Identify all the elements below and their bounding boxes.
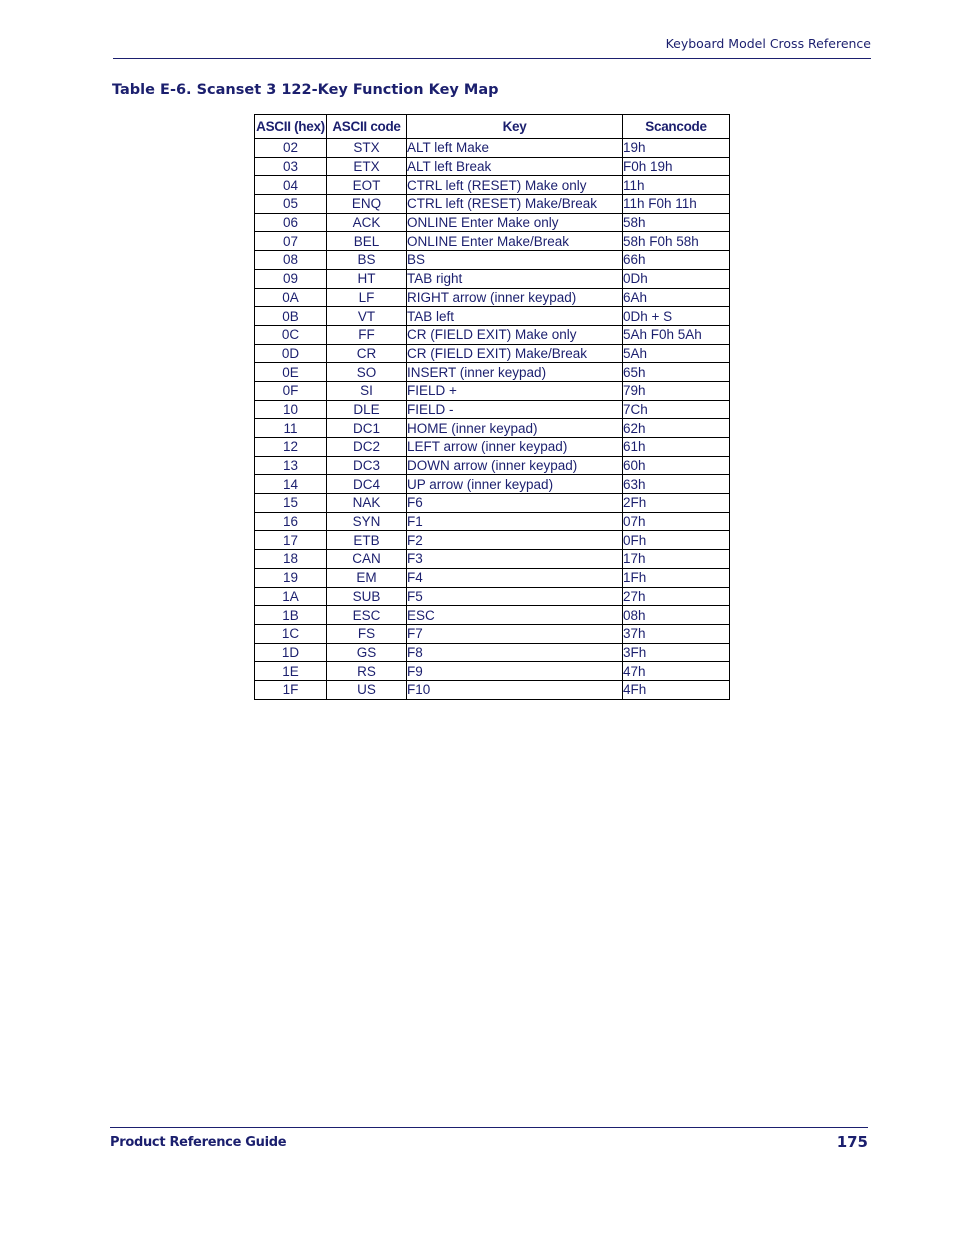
cell-scancode: 66h: [623, 251, 730, 270]
cell-key: HOME (inner keypad): [407, 419, 623, 438]
cell-ascii-hex: 16: [255, 512, 327, 531]
cell-scancode: 58h: [623, 213, 730, 232]
table-row: [255, 587, 730, 606]
table-row: [255, 568, 730, 587]
column-header-ascii-code: ASCII code: [327, 115, 407, 139]
header-divider: [113, 58, 871, 59]
page-number: 175: [836, 1133, 868, 1151]
cell-ascii-code: LF: [327, 288, 407, 307]
cell-scancode: 7Ch: [623, 400, 730, 419]
cell-key: RIGHT arrow (inner keypad): [407, 288, 623, 307]
table-row: [255, 438, 730, 457]
cell-key: CR (FIELD EXIT) Make only: [407, 325, 623, 344]
cell-ascii-code: NAK: [327, 494, 407, 513]
cell-key: F4: [407, 568, 623, 587]
cell-ascii-code: DC3: [327, 456, 407, 475]
cell-scancode: 19h: [623, 139, 730, 158]
cell-scancode: 3Fh: [623, 643, 730, 662]
cell-ascii-hex: 04: [255, 176, 327, 195]
cell-key: F8: [407, 643, 623, 662]
cell-scancode: 65h: [623, 363, 730, 382]
cell-ascii-hex: 1E: [255, 662, 327, 681]
cell-ascii-hex: 07: [255, 232, 327, 251]
table-row: [255, 475, 730, 494]
cell-scancode: 0Dh + S: [623, 307, 730, 326]
cell-ascii-code: US: [327, 680, 407, 699]
cell-key: CTRL left (RESET) Make only: [407, 176, 623, 195]
cell-scancode: 5Ah F0h 5Ah: [623, 325, 730, 344]
cell-ascii-code: SI: [327, 381, 407, 400]
table-row: [255, 251, 730, 270]
cell-scancode: 58h F0h 58h: [623, 232, 730, 251]
table-row: [255, 531, 730, 550]
cell-scancode: 60h: [623, 456, 730, 475]
table-row: [255, 512, 730, 531]
cell-key: F2: [407, 531, 623, 550]
cell-ascii-code: GS: [327, 643, 407, 662]
cell-ascii-code: BS: [327, 251, 407, 270]
cell-scancode: 11h F0h 11h: [623, 195, 730, 214]
table-row: [255, 419, 730, 438]
cell-key: LEFT arrow (inner keypad): [407, 438, 623, 457]
table-row: [255, 494, 730, 513]
table-row: [255, 195, 730, 214]
cell-scancode: 5Ah: [623, 344, 730, 363]
cell-key: CTRL left (RESET) Make/Break: [407, 195, 623, 214]
table-row: [255, 456, 730, 475]
table-row: [255, 307, 730, 326]
table-row: [255, 662, 730, 681]
cell-scancode: 0Fh: [623, 531, 730, 550]
table-row: [255, 232, 730, 251]
cell-scancode: 1Fh: [623, 568, 730, 587]
cell-ascii-hex: 12: [255, 438, 327, 457]
column-header-key: Key: [407, 115, 623, 139]
function-key-map-table: [254, 114, 730, 700]
cell-ascii-code: ACK: [327, 213, 407, 232]
cell-ascii-hex: 09: [255, 269, 327, 288]
cell-ascii-hex: 02: [255, 139, 327, 158]
cell-scancode: 08h: [623, 606, 730, 625]
cell-key: INSERT (inner keypad): [407, 363, 623, 382]
cell-key: FIELD +: [407, 381, 623, 400]
cell-ascii-hex: 11: [255, 419, 327, 438]
cell-scancode: 27h: [623, 587, 730, 606]
cell-scancode: 61h: [623, 438, 730, 457]
cell-ascii-code: DC4: [327, 475, 407, 494]
cell-key: F7: [407, 624, 623, 643]
cell-ascii-code: CAN: [327, 550, 407, 569]
cell-ascii-code: DLE: [327, 400, 407, 419]
cell-ascii-hex: 1D: [255, 643, 327, 662]
table-row: [255, 643, 730, 662]
table-row: [255, 680, 730, 699]
cell-ascii-hex: 0A: [255, 288, 327, 307]
cell-key: F6: [407, 494, 623, 513]
footer-divider: [110, 1127, 868, 1128]
cell-ascii-hex: 13: [255, 456, 327, 475]
cell-ascii-hex: 03: [255, 157, 327, 176]
table-row: [255, 176, 730, 195]
cell-ascii-hex: 18: [255, 550, 327, 569]
running-header-title: Keyboard Model Cross Reference: [665, 36, 871, 51]
table-row: [255, 288, 730, 307]
cell-ascii-code: VT: [327, 307, 407, 326]
cell-ascii-code: SO: [327, 363, 407, 382]
cell-scancode: 79h: [623, 381, 730, 400]
cell-key: ALT left Break: [407, 157, 623, 176]
cell-ascii-code: RS: [327, 662, 407, 681]
cell-ascii-hex: 17: [255, 531, 327, 550]
cell-key: ONLINE Enter Make only: [407, 213, 623, 232]
table-row: [255, 269, 730, 288]
cell-ascii-hex: 1F: [255, 680, 327, 699]
table-row: [255, 139, 730, 158]
cell-key: F10: [407, 680, 623, 699]
cell-key: CR (FIELD EXIT) Make/Break: [407, 344, 623, 363]
cell-scancode: 37h: [623, 624, 730, 643]
cell-ascii-hex: 1B: [255, 606, 327, 625]
cell-key: F1: [407, 512, 623, 531]
cell-scancode: 2Fh: [623, 494, 730, 513]
table-row: [255, 213, 730, 232]
cell-ascii-hex: 1C: [255, 624, 327, 643]
cell-ascii-code: HT: [327, 269, 407, 288]
cell-ascii-hex: 08: [255, 251, 327, 270]
cell-ascii-code: ENQ: [327, 195, 407, 214]
cell-scancode: 47h: [623, 662, 730, 681]
cell-ascii-code: FS: [327, 624, 407, 643]
cell-key: FIELD -: [407, 400, 623, 419]
cell-ascii-code: EM: [327, 568, 407, 587]
cell-scancode: 0Dh: [623, 269, 730, 288]
cell-key: BS: [407, 251, 623, 270]
table-row: [255, 400, 730, 419]
cell-scancode: 63h: [623, 475, 730, 494]
cell-ascii-code: EOT: [327, 176, 407, 195]
table-row: [255, 344, 730, 363]
cell-key: F3: [407, 550, 623, 569]
cell-ascii-code: SYN: [327, 512, 407, 531]
table-row: [255, 606, 730, 625]
cell-ascii-hex: 06: [255, 213, 327, 232]
footer-guide-title: Product Reference Guide: [110, 1135, 287, 1150]
cell-ascii-code: ETB: [327, 531, 407, 550]
cell-ascii-hex: 0C: [255, 325, 327, 344]
cell-scancode: F0h 19h: [623, 157, 730, 176]
cell-scancode: 17h: [623, 550, 730, 569]
cell-key: TAB right: [407, 269, 623, 288]
cell-scancode: 4Fh: [623, 680, 730, 699]
cell-ascii-code: ESC: [327, 606, 407, 625]
table-row: [255, 363, 730, 382]
cell-ascii-hex: 0D: [255, 344, 327, 363]
cell-ascii-code: CR: [327, 344, 407, 363]
cell-ascii-hex: 15: [255, 494, 327, 513]
table-header-row: [255, 115, 730, 139]
cell-scancode: 11h: [623, 176, 730, 195]
cell-ascii-code: DC1: [327, 419, 407, 438]
cell-ascii-code: SUB: [327, 587, 407, 606]
column-header-scancode: Scancode: [623, 115, 730, 139]
cell-ascii-hex: 0E: [255, 363, 327, 382]
cell-key: ALT left Make: [407, 139, 623, 158]
column-header-ascii-hex: ASCII (hex): [255, 115, 327, 139]
cell-scancode: 6Ah: [623, 288, 730, 307]
cell-key: ESC: [407, 606, 623, 625]
cell-key: F9: [407, 662, 623, 681]
cell-ascii-hex: 19: [255, 568, 327, 587]
cell-key: ONLINE Enter Make/Break: [407, 232, 623, 251]
cell-ascii-hex: 14: [255, 475, 327, 494]
cell-ascii-hex: 05: [255, 195, 327, 214]
table-caption: Table E-6. Scanset 3 122-Key Function Key Map: [112, 82, 499, 98]
cell-ascii-hex: 1A: [255, 587, 327, 606]
cell-key: DOWN arrow (inner keypad): [407, 456, 623, 475]
cell-ascii-hex: 10: [255, 400, 327, 419]
cell-key: UP arrow (inner keypad): [407, 475, 623, 494]
cell-ascii-code: FF: [327, 325, 407, 344]
table-row: [255, 624, 730, 643]
cell-scancode: 62h: [623, 419, 730, 438]
cell-scancode: 07h: [623, 512, 730, 531]
cell-ascii-code: ETX: [327, 157, 407, 176]
table-body: [255, 139, 730, 700]
table-row: [255, 550, 730, 569]
cell-ascii-code: BEL: [327, 232, 407, 251]
cell-ascii-hex: 0F: [255, 381, 327, 400]
cell-ascii-code: STX: [327, 139, 407, 158]
cell-key: TAB left: [407, 307, 623, 326]
cell-ascii-hex: 0B: [255, 307, 327, 326]
table-row: [255, 381, 730, 400]
cell-key: F5: [407, 587, 623, 606]
cell-ascii-code: DC2: [327, 438, 407, 457]
table-row: [255, 157, 730, 176]
table-row: [255, 325, 730, 344]
